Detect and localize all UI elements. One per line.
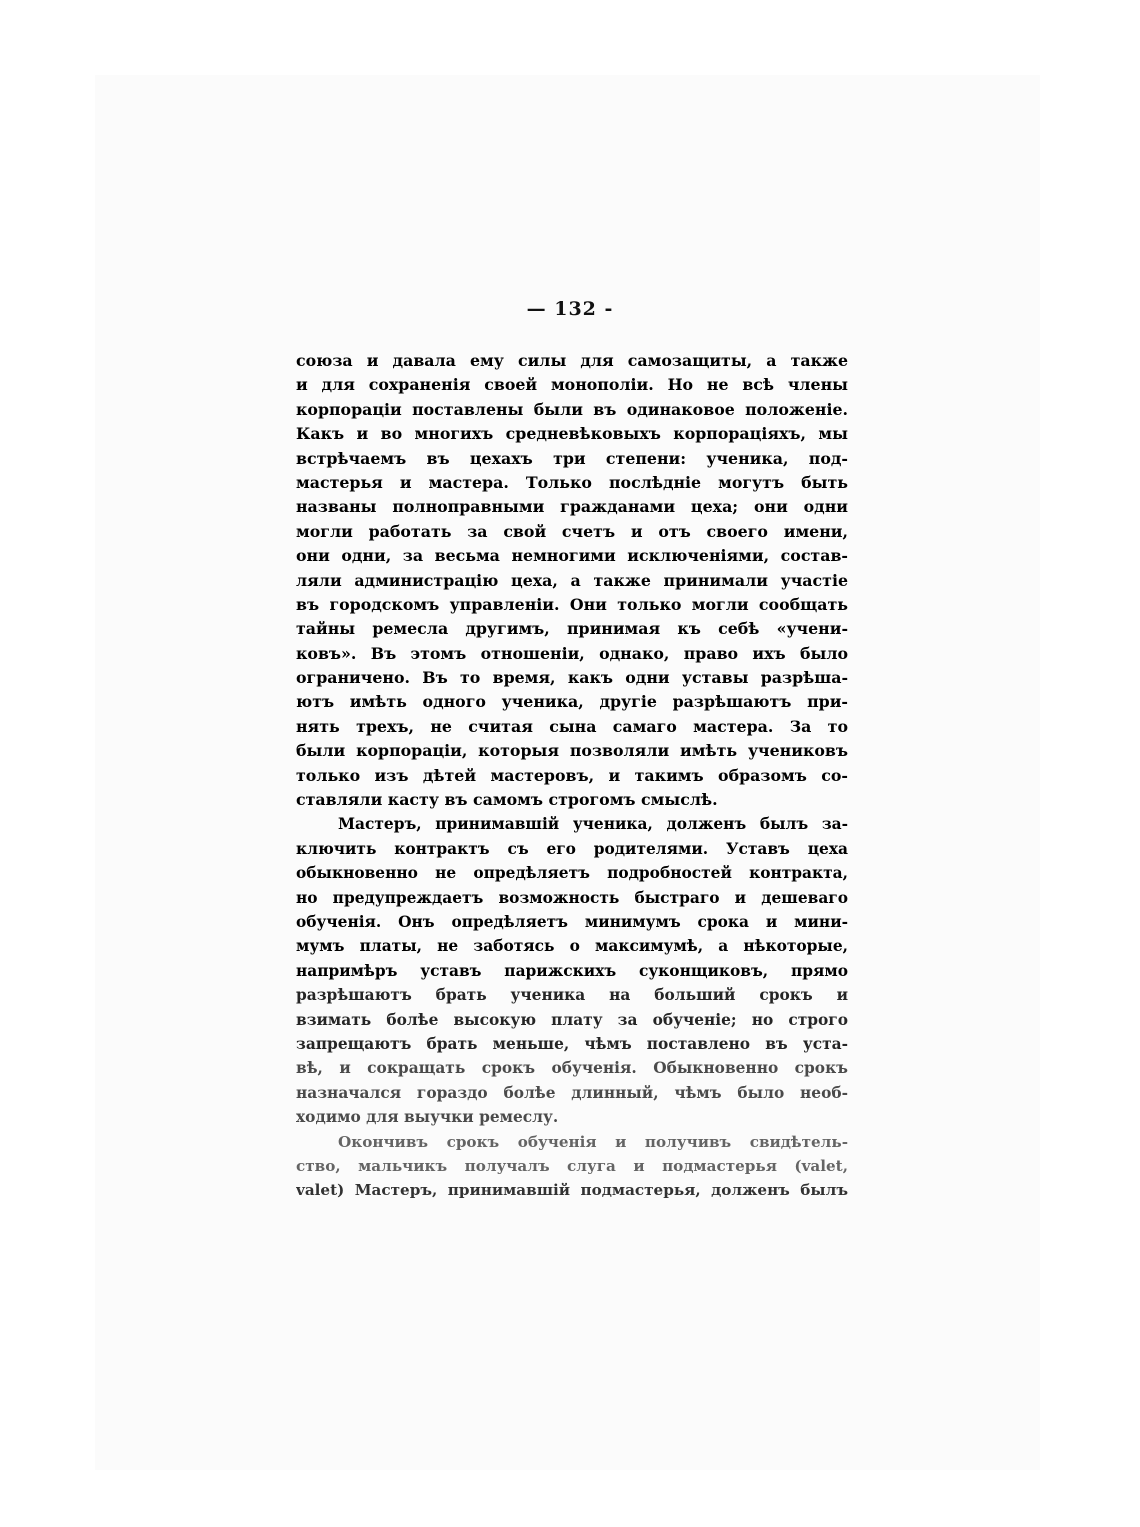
text-line: ютъ имѣть одного ученика, другіе разрѣшаютъ при- <box>296 692 848 712</box>
text-line: запрещаютъ брать меньше, чѣмъ поставлено въ уста- <box>296 1034 848 1053</box>
text-line: они одни, за весьма немногими исключеніями, состав- <box>296 546 848 566</box>
text-line: ограничено. Въ то время, какъ одни уставы разрѣша- <box>296 668 848 688</box>
text-line: обыкновенно не опредѣляетъ подробностей контракта, <box>296 864 848 883</box>
text-line: мумъ платы, не заботясь о максимумѣ, а нѣкоторые, <box>296 937 848 956</box>
text-line: ходимо для выучки ремеслу. <box>296 1108 559 1127</box>
text-line: ство, мальчикъ получалъ слуга и подмастерья (valet, <box>296 1156 848 1175</box>
text-line: взимать болѣе высокую плату за обученіе; но строго <box>296 1010 848 1029</box>
text-line: союза и давала ему силы для самозащиты, а также <box>296 351 848 370</box>
text-line: и для сохраненія своей монополіи. Но не всѣ члены <box>296 375 848 395</box>
text-line: разрѣшаютъ брать ученика на больший срокъ и <box>296 986 848 1005</box>
text-line: но предупреждаетъ возможность быстраго и дешеваго <box>296 888 848 907</box>
text-line: ляли администрацію цеха, а также принимали участіе <box>296 570 848 590</box>
text-line: вѣ, и сокращать срокъ обученія. Обыкновенно срокъ <box>296 1059 848 1078</box>
text-line: могли работать за свой счетъ и отъ своего имени, <box>296 521 848 541</box>
text-line: тайны ремесла другимъ, принимая къ себѣ «учени- <box>296 619 848 639</box>
text-line: Мастеръ, принимавшій ученика, долженъ былъ за- <box>338 815 848 834</box>
paragraph-1 <box>296 349 848 812</box>
page-number: — 132 - <box>526 298 614 320</box>
text-line: Окончивъ срокъ обученія и получивъ свидѣтель- <box>338 1132 848 1151</box>
text-line: въ городскомъ управленіи. Они только могли сообщать <box>296 594 848 614</box>
text-line: встрѣчаемъ въ цехахъ три степени: ученика, под- <box>296 448 848 468</box>
text-line: только изъ дѣтей мастеровъ, и такимъ образомъ со- <box>296 765 848 785</box>
text-line: ключить контрактъ съ его родителями. Уставъ цеха <box>296 839 848 858</box>
text-line: назначался гораздо болѣе длинный, чѣмъ было необ- <box>296 1083 848 1102</box>
paragraph-2 <box>296 812 848 1129</box>
text-line: напримѣръ уставъ парижскихъ суконщиковъ, прямо <box>296 961 848 980</box>
paragraph-3 <box>296 1130 848 1203</box>
text-line: мастерья и мастера. Только послѣдніе могутъ быть <box>296 472 848 492</box>
text-line: были корпораціи, которыя позволяли имѣть учениковъ <box>296 741 848 761</box>
text-line: корпораціи поставлены были въ одинаковое положеніе. <box>296 399 848 419</box>
text-line: ковъ». Въ этомъ отношеніи, однако, право ихъ было <box>296 643 848 663</box>
text-line: нять трехъ, не считая сына самаго мастера. За то <box>296 716 848 736</box>
text-line: ставляли касту въ самомъ строгомъ смыслѣ. <box>296 790 718 810</box>
text-line: valet) Мастеръ, принимавшій подмастерья, долженъ былъ <box>296 1181 848 1200</box>
text-line: обученія. Онъ опредѣляетъ минимумъ срока и мини- <box>296 912 848 931</box>
text-line: Какъ и во многихъ средневѣковыхъ корпораціяхъ, мы <box>296 424 848 444</box>
text-line: названы полноправными гражданами цеха; они одни <box>296 497 848 517</box>
body-text <box>296 349 848 1203</box>
